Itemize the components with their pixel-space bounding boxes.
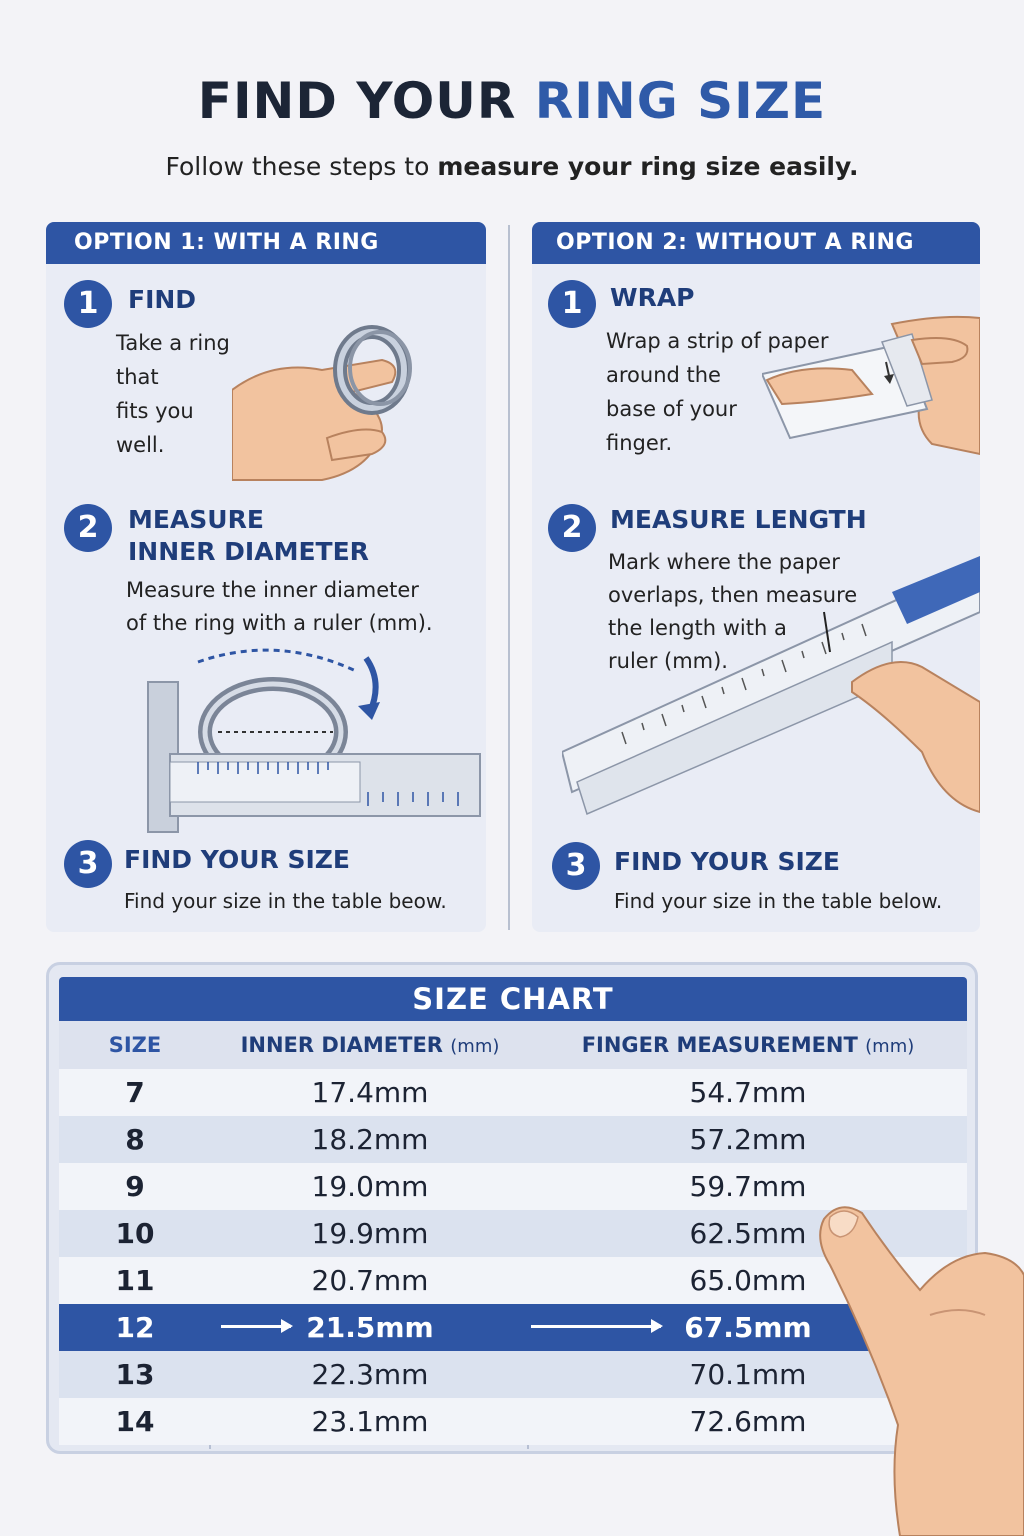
option2-step2-title: MEASURE LENGTH — [610, 505, 867, 534]
col-header-finger: FINGER MEASUREMENT (mm) — [581, 1033, 915, 1057]
option1-step2-number: 2 — [64, 504, 112, 552]
size-chart-title: SIZE CHART — [59, 977, 967, 1021]
option2-step1-title: WRAP — [610, 283, 695, 312]
arrow-icon — [531, 1325, 661, 1328]
option2-step3-number: 3 — [552, 842, 600, 890]
option1-step3-text: Find your size in the table beow. — [124, 889, 447, 913]
arrow-icon — [221, 1325, 291, 1328]
col-header-inner: INNER DIAMETER (mm) — [240, 1033, 500, 1057]
table-row: 13 22.3mm 70.1mm — [59, 1351, 967, 1398]
option2-step1-number: 1 — [548, 280, 596, 328]
option1-step2-text: Measure the inner diameter of the ring with a ruler (mm). — [126, 578, 433, 635]
option2-step3-text: Find your size in the table below. — [614, 889, 943, 913]
option1-step1-text: Take a ring that fits you well. — [116, 331, 230, 457]
subtitle-bold: measure your ring size easily. — [437, 152, 859, 181]
title-main: FIND YOUR — [197, 72, 517, 130]
ruler-illustration — [562, 552, 980, 842]
option1-step1-number: 1 — [64, 280, 112, 328]
page-subtitle — [0, 152, 1024, 181]
col-header-size: SIZE — [108, 1033, 162, 1057]
option1-panel — [46, 222, 486, 932]
table-row: 11 20.7mm 65.0mm — [59, 1257, 967, 1304]
ring-in-hand-illustration — [232, 320, 482, 482]
option2-panel — [532, 222, 980, 932]
table-row: 9 19.0mm 59.7mm — [59, 1163, 967, 1210]
caliper-illustration — [108, 642, 484, 838]
option1-step1-title: FIND — [128, 285, 197, 314]
paper-strip-illustration — [762, 314, 980, 464]
option2-step2-number: 2 — [548, 504, 596, 552]
option1-heading: OPTION 1: WITH A RING — [46, 222, 486, 264]
table-row: 7 17.4mm 54.7mm — [59, 1069, 967, 1116]
page-title — [0, 72, 1024, 130]
option2-step2-text: Mark where the paper overlaps, then measure the length with a ruler (mm). — [608, 550, 858, 673]
table-row: 8 18.2mm 57.2mm — [59, 1116, 967, 1163]
option1-step2-title: MEASURE INNER DIAMETER — [128, 505, 369, 566]
subtitle-plain: Follow these steps to — [165, 152, 430, 181]
pointing-hand-illustration — [810, 1195, 1024, 1536]
option1-step3-title: FIND YOUR SIZE — [124, 845, 350, 874]
table-row-highlighted: 12 21.5mm 67.5mm — [59, 1304, 967, 1351]
option1-step3-number: 3 — [64, 840, 112, 888]
option2-step1-text: Wrap a strip of paper around the base of your finger. — [606, 329, 829, 455]
column-divider — [508, 225, 510, 930]
title-accent: RING SIZE — [534, 72, 827, 130]
option2-step3-title: FIND YOUR SIZE — [614, 847, 840, 876]
table-row: 14 23.1mm 72.6mm — [59, 1398, 967, 1445]
table-row: 10 19.9mm 62.5mm — [59, 1210, 967, 1257]
table-header-row — [59, 1021, 967, 1069]
option2-heading: OPTION 2: WITHOUT A RING — [532, 222, 980, 264]
